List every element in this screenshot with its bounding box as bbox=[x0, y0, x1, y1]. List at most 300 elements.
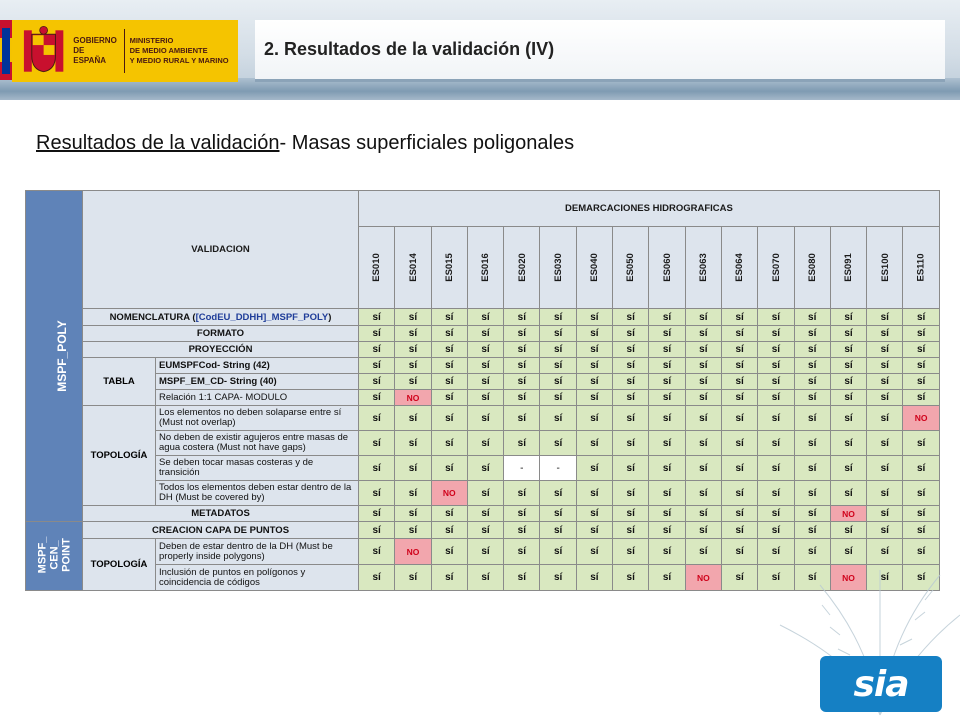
value-cell: sí bbox=[794, 481, 830, 506]
value-cell: sí bbox=[903, 539, 939, 565]
value-cell: sí bbox=[685, 481, 721, 506]
code-header bbox=[685, 227, 721, 309]
value-cell: sí bbox=[649, 342, 685, 358]
value-cell: sí bbox=[830, 342, 866, 358]
value-cell: sí bbox=[685, 539, 721, 565]
table-row bbox=[26, 406, 940, 431]
row-description: Inclusión de puntos en polígonos y coincidencia de códigos bbox=[156, 565, 359, 591]
code-label: ES015 bbox=[443, 253, 455, 282]
table-row bbox=[26, 506, 940, 522]
code-header bbox=[504, 227, 540, 309]
value-cell: sí bbox=[504, 481, 540, 506]
value-cell: sí bbox=[576, 374, 612, 390]
value-cell: sí bbox=[758, 522, 794, 539]
code-label: ES091 bbox=[843, 253, 854, 282]
value-cell: sí bbox=[830, 539, 866, 565]
value-cell: sí bbox=[431, 342, 467, 358]
value-cell: sí bbox=[867, 358, 903, 374]
value-cell: sí bbox=[721, 358, 757, 374]
value-cell: sí bbox=[540, 326, 576, 342]
value-cell: sí bbox=[721, 390, 757, 406]
code-header bbox=[721, 227, 757, 309]
row-description: No deben de existir agujeros entre masas de agua costera (Must not have gaps) bbox=[156, 431, 359, 456]
eu-flag-strip bbox=[2, 28, 10, 74]
value-cell: sí bbox=[903, 481, 939, 506]
row-label-nomenclatura bbox=[83, 309, 359, 326]
value-cell: sí bbox=[721, 565, 757, 591]
value-cell: sí bbox=[830, 309, 866, 326]
value-cell: sí bbox=[431, 539, 467, 565]
value-cell: sí bbox=[649, 309, 685, 326]
value-cell: sí bbox=[359, 506, 395, 522]
value-cell: sí bbox=[649, 406, 685, 431]
value-cell: sí bbox=[685, 456, 721, 481]
value-cell: sí bbox=[467, 539, 503, 565]
topologia-subgroup: TOPOLOGÍA bbox=[83, 539, 156, 591]
value-cell: sí bbox=[613, 390, 649, 406]
value-cell: sí bbox=[576, 309, 612, 326]
code-label: ES060 bbox=[661, 253, 673, 282]
value-cell: NO bbox=[830, 506, 866, 522]
nomenclatura-code: [CodEU_DDHH]_MSPF_POLY bbox=[195, 311, 329, 323]
table-row bbox=[26, 358, 940, 374]
value-cell: sí bbox=[794, 565, 830, 591]
value-cell: sí bbox=[359, 374, 395, 390]
coat-of-arms-icon bbox=[18, 24, 69, 78]
validation-table bbox=[25, 190, 939, 591]
value-cell: sí bbox=[867, 539, 903, 565]
value-cell: sí bbox=[504, 326, 540, 342]
value-cell: sí bbox=[504, 309, 540, 326]
value-cell: sí bbox=[504, 431, 540, 456]
code-header bbox=[649, 227, 685, 309]
value-cell: NO bbox=[431, 481, 467, 506]
sia-logo bbox=[820, 656, 942, 712]
value-cell: sí bbox=[903, 565, 939, 591]
value-cell: sí bbox=[467, 374, 503, 390]
value-cell: sí bbox=[758, 539, 794, 565]
value-cell: sí bbox=[830, 406, 866, 431]
value-cell: NO bbox=[830, 565, 866, 591]
code-header bbox=[359, 227, 395, 309]
value-cell: sí bbox=[431, 522, 467, 539]
value-cell: sí bbox=[431, 431, 467, 456]
nomenclatura-suffix: ) bbox=[328, 311, 332, 323]
value-cell: sí bbox=[794, 506, 830, 522]
code-label: ES020 bbox=[516, 253, 528, 282]
value-cell: - bbox=[504, 456, 540, 481]
government-logo bbox=[12, 20, 238, 82]
value-cell: sí bbox=[758, 390, 794, 406]
page-title: 2. Resultados de la validación (IV) bbox=[264, 39, 555, 59]
value-cell: sí bbox=[431, 456, 467, 481]
value-cell: sí bbox=[794, 309, 830, 326]
value-cell: sí bbox=[830, 481, 866, 506]
value-cell: NO bbox=[395, 390, 431, 406]
value-cell: sí bbox=[431, 506, 467, 522]
value-cell: sí bbox=[395, 358, 431, 374]
value-cell: sí bbox=[467, 481, 503, 506]
value-cell: sí bbox=[467, 431, 503, 456]
code-label: ES014 bbox=[407, 253, 419, 282]
value-cell: sí bbox=[903, 522, 939, 539]
value-cell: sí bbox=[649, 565, 685, 591]
value-cell: sí bbox=[576, 522, 612, 539]
value-cell: sí bbox=[576, 326, 612, 342]
table-row bbox=[26, 342, 940, 358]
nomenclatura-prefix: NOMENCLATURA ( bbox=[109, 311, 196, 323]
group-mspf-cen-point-label: MSPF_ CEN_ POINT bbox=[36, 536, 72, 574]
slide-subtitle bbox=[36, 132, 574, 155]
table-row bbox=[26, 326, 940, 342]
value-cell: sí bbox=[540, 431, 576, 456]
value-cell: sí bbox=[613, 431, 649, 456]
value-cell: sí bbox=[359, 456, 395, 481]
row-description: Todos los elementos deben estar dentro de la DH (Must be covered by) bbox=[156, 481, 359, 506]
code-label: ES010 bbox=[371, 253, 383, 282]
subtitle-underlined: Resultados de la validación bbox=[36, 132, 280, 154]
code-header bbox=[903, 227, 939, 309]
value-cell: sí bbox=[649, 390, 685, 406]
value-cell: sí bbox=[613, 358, 649, 374]
group-mspf-poly bbox=[26, 191, 83, 522]
value-cell: sí bbox=[758, 406, 794, 431]
value-cell: sí bbox=[685, 358, 721, 374]
value-cell: sí bbox=[395, 565, 431, 591]
value-cell: sí bbox=[758, 358, 794, 374]
value-cell: sí bbox=[903, 374, 939, 390]
value-cell: sí bbox=[540, 358, 576, 374]
value-cell: sí bbox=[540, 342, 576, 358]
table-row bbox=[26, 390, 940, 406]
value-cell: sí bbox=[903, 431, 939, 456]
title-bar bbox=[255, 20, 945, 82]
value-cell: sí bbox=[721, 309, 757, 326]
value-cell: sí bbox=[504, 390, 540, 406]
code-header bbox=[395, 227, 431, 309]
value-cell: sí bbox=[613, 565, 649, 591]
row-description: EUMSPFCod- String (42) bbox=[156, 358, 359, 374]
row-description: Deben de estar dentro de la DH (Must be properly inside polygons) bbox=[156, 539, 359, 565]
value-cell: sí bbox=[685, 390, 721, 406]
value-cell: sí bbox=[794, 390, 830, 406]
code-header bbox=[576, 227, 612, 309]
value-cell: sí bbox=[758, 481, 794, 506]
value-cell: sí bbox=[576, 539, 612, 565]
value-cell: sí bbox=[395, 456, 431, 481]
value-cell: sí bbox=[758, 309, 794, 326]
value-cell: sí bbox=[721, 456, 757, 481]
value-cell: sí bbox=[867, 481, 903, 506]
value-cell: sí bbox=[867, 456, 903, 481]
value-cell: sí bbox=[467, 565, 503, 591]
value-cell: sí bbox=[431, 390, 467, 406]
value-cell: sí bbox=[576, 481, 612, 506]
row-label: FORMATO bbox=[83, 326, 359, 342]
value-cell: sí bbox=[576, 406, 612, 431]
value-cell: sí bbox=[721, 506, 757, 522]
value-cell: sí bbox=[685, 374, 721, 390]
table-row bbox=[26, 522, 940, 539]
value-cell: sí bbox=[540, 506, 576, 522]
value-cell: sí bbox=[758, 506, 794, 522]
value-cell: sí bbox=[576, 390, 612, 406]
value-cell: sí bbox=[540, 539, 576, 565]
value-cell: sí bbox=[395, 406, 431, 431]
value-cell: sí bbox=[359, 565, 395, 591]
value-cell: sí bbox=[867, 506, 903, 522]
value-cell: sí bbox=[576, 456, 612, 481]
value-cell: sí bbox=[721, 522, 757, 539]
table-row bbox=[26, 456, 940, 481]
value-cell: sí bbox=[685, 522, 721, 539]
value-cell: sí bbox=[794, 456, 830, 481]
value-cell: sí bbox=[613, 326, 649, 342]
value-cell: sí bbox=[867, 326, 903, 342]
value-cell: sí bbox=[867, 431, 903, 456]
value-cell: sí bbox=[830, 390, 866, 406]
value-cell: sí bbox=[540, 481, 576, 506]
value-cell: sí bbox=[794, 539, 830, 565]
validacion-header: VALIDACION bbox=[83, 191, 359, 309]
value-cell: sí bbox=[613, 456, 649, 481]
value-cell: sí bbox=[794, 358, 830, 374]
table-row bbox=[26, 481, 940, 506]
code-label: ES064 bbox=[734, 253, 746, 282]
topologia-subgroup: TOPOLOGÍA bbox=[83, 406, 156, 506]
value-cell: sí bbox=[613, 506, 649, 522]
value-cell: sí bbox=[467, 342, 503, 358]
value-cell: sí bbox=[467, 309, 503, 326]
value-cell: sí bbox=[467, 506, 503, 522]
value-cell: sí bbox=[395, 342, 431, 358]
value-cell: - bbox=[540, 456, 576, 481]
value-cell: sí bbox=[395, 431, 431, 456]
value-cell: sí bbox=[649, 326, 685, 342]
value-cell: sí bbox=[431, 309, 467, 326]
row-label: CREACION CAPA DE PUNTOS bbox=[83, 522, 359, 539]
value-cell: sí bbox=[758, 326, 794, 342]
value-cell: sí bbox=[504, 539, 540, 565]
value-cell: sí bbox=[359, 390, 395, 406]
code-header bbox=[758, 227, 794, 309]
group-mspf-poly-label: MSPF_POLY bbox=[54, 320, 69, 392]
value-cell: sí bbox=[903, 358, 939, 374]
value-cell: sí bbox=[613, 342, 649, 358]
value-cell: sí bbox=[721, 431, 757, 456]
value-cell: NO bbox=[395, 539, 431, 565]
value-cell: sí bbox=[794, 431, 830, 456]
value-cell: sí bbox=[613, 522, 649, 539]
value-cell: sí bbox=[903, 342, 939, 358]
row-description: Relación 1:1 CAPA- MODULO bbox=[156, 390, 359, 406]
value-cell: sí bbox=[540, 374, 576, 390]
code-label: ES080 bbox=[806, 253, 818, 282]
value-cell: sí bbox=[395, 326, 431, 342]
value-cell: sí bbox=[830, 456, 866, 481]
value-cell: sí bbox=[830, 431, 866, 456]
value-cell: sí bbox=[649, 481, 685, 506]
value-cell: sí bbox=[758, 342, 794, 358]
value-cell: sí bbox=[467, 358, 503, 374]
value-cell: sí bbox=[395, 374, 431, 390]
code-label: ES070 bbox=[770, 253, 782, 282]
table-row bbox=[26, 431, 940, 456]
value-cell: sí bbox=[903, 326, 939, 342]
value-cell: sí bbox=[576, 565, 612, 591]
value-cell: sí bbox=[867, 390, 903, 406]
value-cell: sí bbox=[794, 406, 830, 431]
tabla-subgroup: TABLA bbox=[83, 358, 156, 406]
value-cell: sí bbox=[504, 565, 540, 591]
value-cell: sí bbox=[649, 374, 685, 390]
value-cell: sí bbox=[758, 565, 794, 591]
code-header bbox=[540, 227, 576, 309]
code-header bbox=[613, 227, 649, 309]
value-cell: sí bbox=[830, 358, 866, 374]
code-label: ES016 bbox=[480, 253, 492, 282]
value-cell: sí bbox=[649, 431, 685, 456]
value-cell: sí bbox=[431, 374, 467, 390]
value-cell: sí bbox=[359, 309, 395, 326]
code-label: ES040 bbox=[588, 253, 600, 282]
value-cell: sí bbox=[685, 342, 721, 358]
value-cell: sí bbox=[867, 406, 903, 431]
value-cell: sí bbox=[794, 342, 830, 358]
value-cell: sí bbox=[649, 456, 685, 481]
value-cell: sí bbox=[359, 539, 395, 565]
value-cell: sí bbox=[613, 539, 649, 565]
ministerio-text: MINISTERIO DE MEDIO AMBIENTE Y MEDIO RURAL Y MARINO bbox=[129, 36, 229, 65]
value-cell: sí bbox=[649, 506, 685, 522]
value-cell: sí bbox=[613, 406, 649, 431]
value-cell: sí bbox=[504, 406, 540, 431]
value-cell: sí bbox=[359, 431, 395, 456]
value-cell: sí bbox=[467, 522, 503, 539]
code-label: ES050 bbox=[625, 253, 637, 282]
value-cell: sí bbox=[359, 358, 395, 374]
value-cell: NO bbox=[903, 406, 939, 431]
value-cell: sí bbox=[685, 309, 721, 326]
value-cell: sí bbox=[649, 522, 685, 539]
value-cell: sí bbox=[867, 309, 903, 326]
sia-logo-text: sia bbox=[853, 663, 909, 705]
value-cell: sí bbox=[830, 326, 866, 342]
value-cell: sí bbox=[903, 506, 939, 522]
value-cell: sí bbox=[758, 431, 794, 456]
value-cell: sí bbox=[649, 358, 685, 374]
value-cell: sí bbox=[431, 565, 467, 591]
value-cell: sí bbox=[721, 374, 757, 390]
header-row bbox=[26, 191, 940, 227]
code-header bbox=[830, 227, 866, 309]
value-cell: sí bbox=[504, 522, 540, 539]
code-header bbox=[867, 227, 903, 309]
table-row bbox=[26, 374, 940, 390]
value-cell: sí bbox=[613, 374, 649, 390]
value-cell: sí bbox=[758, 374, 794, 390]
value-cell: sí bbox=[540, 309, 576, 326]
row-label: PROYECCIÓN bbox=[83, 342, 359, 358]
table-row bbox=[26, 539, 940, 565]
value-cell: sí bbox=[504, 342, 540, 358]
value-cell: sí bbox=[903, 390, 939, 406]
value-cell: sí bbox=[395, 481, 431, 506]
value-cell: sí bbox=[576, 506, 612, 522]
demarcaciones-header: DEMARCACIONES HIDROGRAFICAS bbox=[359, 191, 940, 227]
value-cell: sí bbox=[867, 522, 903, 539]
code-label: ES063 bbox=[697, 253, 709, 282]
logo-divider bbox=[124, 29, 125, 73]
value-cell: sí bbox=[903, 309, 939, 326]
row-description: Se deben tocar masas costeras y de transición bbox=[156, 456, 359, 481]
value-cell: sí bbox=[395, 309, 431, 326]
code-label: ES110 bbox=[915, 253, 927, 282]
value-cell: sí bbox=[649, 539, 685, 565]
value-cell: sí bbox=[395, 506, 431, 522]
value-cell: sí bbox=[504, 358, 540, 374]
value-cell: sí bbox=[721, 326, 757, 342]
value-cell: sí bbox=[359, 326, 395, 342]
value-cell: sí bbox=[431, 406, 467, 431]
value-cell: sí bbox=[467, 456, 503, 481]
row-description: Los elementos no deben solaparse entre sí (Must not overlap) bbox=[156, 406, 359, 431]
value-cell: sí bbox=[830, 374, 866, 390]
value-cell: sí bbox=[395, 522, 431, 539]
group-mspf-cen-point bbox=[26, 522, 83, 591]
value-cell: sí bbox=[613, 481, 649, 506]
value-cell: sí bbox=[359, 522, 395, 539]
validation-grid bbox=[25, 190, 940, 591]
value-cell: sí bbox=[721, 481, 757, 506]
value-cell: sí bbox=[576, 431, 612, 456]
value-cell: sí bbox=[359, 406, 395, 431]
value-cell: sí bbox=[721, 342, 757, 358]
value-cell: sí bbox=[685, 431, 721, 456]
code-header bbox=[794, 227, 830, 309]
value-cell: sí bbox=[758, 456, 794, 481]
value-cell: sí bbox=[794, 522, 830, 539]
row-description: MSPF_EM_CD- String (40) bbox=[156, 374, 359, 390]
code-label: ES100 bbox=[879, 253, 891, 282]
value-cell: sí bbox=[576, 342, 612, 358]
value-cell: NO bbox=[685, 565, 721, 591]
value-cell: sí bbox=[359, 481, 395, 506]
value-cell: sí bbox=[467, 390, 503, 406]
table-row bbox=[26, 309, 940, 326]
subtitle-rest: - Masas superficiales poligonales bbox=[279, 132, 575, 154]
value-cell: sí bbox=[867, 374, 903, 390]
value-cell: sí bbox=[504, 374, 540, 390]
code-header bbox=[467, 227, 503, 309]
code-label: ES030 bbox=[552, 253, 564, 282]
value-cell: sí bbox=[721, 539, 757, 565]
value-cell: sí bbox=[540, 406, 576, 431]
row-label: METADATOS bbox=[83, 506, 359, 522]
value-cell: sí bbox=[540, 390, 576, 406]
value-cell: sí bbox=[685, 406, 721, 431]
value-cell: sí bbox=[504, 506, 540, 522]
value-cell: sí bbox=[830, 522, 866, 539]
value-cell: sí bbox=[431, 326, 467, 342]
gobierno-text: GOBIERNO DE ESPAÑA bbox=[73, 36, 117, 65]
value-cell: sí bbox=[721, 406, 757, 431]
value-cell: sí bbox=[867, 565, 903, 591]
value-cell: sí bbox=[467, 326, 503, 342]
value-cell: sí bbox=[903, 456, 939, 481]
code-header bbox=[431, 227, 467, 309]
value-cell: sí bbox=[540, 565, 576, 591]
